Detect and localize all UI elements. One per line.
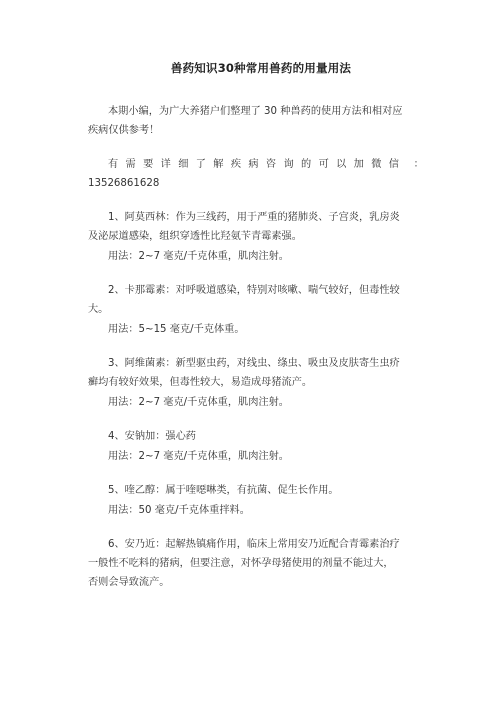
contact-char: 咨 xyxy=(265,159,277,170)
contact-char: 的 xyxy=(301,159,312,170)
contact-char: 加 xyxy=(353,159,364,170)
contact-char: 微 xyxy=(371,159,382,170)
contact-char: 疾 xyxy=(230,159,242,170)
contact-char: 要 xyxy=(143,159,154,170)
item-line-2: 癣均有较好效果，但毒性较大，易造成母猪流产。 xyxy=(88,377,313,388)
item-line-2: 大。 xyxy=(88,304,109,315)
intro-paragraph xyxy=(88,102,424,140)
contact-line xyxy=(88,155,424,174)
contact-char: 询 xyxy=(283,159,294,170)
item-usage: 用法：2~7 毫克/千克体重，肌肉注射。 xyxy=(108,251,289,262)
contact-char: 了 xyxy=(195,159,206,170)
list-item xyxy=(88,427,424,466)
item-line-2: 及泌尿道感染，组织穿透性比羟氨苄青霉素强。 xyxy=(88,231,302,242)
list-item xyxy=(88,481,424,520)
item-line-1: 5、喹乙醇：属于喹噁啉类，有抗菌、促生长作用。 xyxy=(108,485,339,496)
item-line-1: 2、卡那霉素：对呼吸道感染，特别对咳嗽、喘气较好，但毒性较 xyxy=(108,285,400,296)
item-line-3: 否则会导致流产。 xyxy=(88,577,170,588)
contact-char: 病 xyxy=(248,159,259,170)
intro-line-2: 疾病仅供参考！ xyxy=(88,125,160,136)
contact-paragraph xyxy=(88,155,424,193)
contact-char: 细 xyxy=(178,159,189,170)
item-usage: 用法：2~7 毫克/千克体重，肌肉注射。 xyxy=(108,451,289,462)
contact-char: 详 xyxy=(160,159,171,170)
item-usage: 用法：50 毫克/千克体重拌料。 xyxy=(108,505,250,516)
list-item xyxy=(88,354,424,412)
item-usage: 用法：5~15 毫克/千克体重。 xyxy=(108,324,245,335)
item-line-1: 1、阿莫西林：作为三线药，用于严重的猪肺炎、子宫炎，乳房炎 xyxy=(108,212,400,223)
contact-char: 以 xyxy=(336,159,347,170)
contact-char: 可 xyxy=(318,159,329,170)
contact-number: 13526861628 xyxy=(88,178,160,189)
item-line-1: 6、安乃近：起解热镇痛作用，临床上常用安乃近配合青霉素治疗 xyxy=(108,539,400,550)
item-line-1: 3、阿维菌素：新型驱虫药，对线虫、绦虫、吸虫及皮肤寄生虫疥 xyxy=(108,358,400,369)
intro-line-1: 本期小编，为广大养猪户们整理了 30 种兽药的使用方法和相对应 xyxy=(108,106,403,117)
item-line-2: 一般性不吃料的猪病，但要注意，对怀孕母猪使用的剂量不能过大， xyxy=(88,558,394,569)
contact-char: 解 xyxy=(213,159,224,170)
page-title: 兽药知识30种常用兽药的用量用法 xyxy=(170,61,352,75)
contact-char: 信 xyxy=(388,159,399,170)
list-item xyxy=(88,535,424,592)
contact-char: 需 xyxy=(125,159,136,170)
list-item xyxy=(88,281,424,339)
contact-char: ： xyxy=(413,159,424,170)
list-item xyxy=(88,208,424,266)
contact-char: 有 xyxy=(108,159,119,170)
item-line-1: 4、安钠加：强心药 xyxy=(108,431,196,442)
item-usage: 用法：2~7 毫克/千克体重，肌肉注射。 xyxy=(108,397,289,408)
